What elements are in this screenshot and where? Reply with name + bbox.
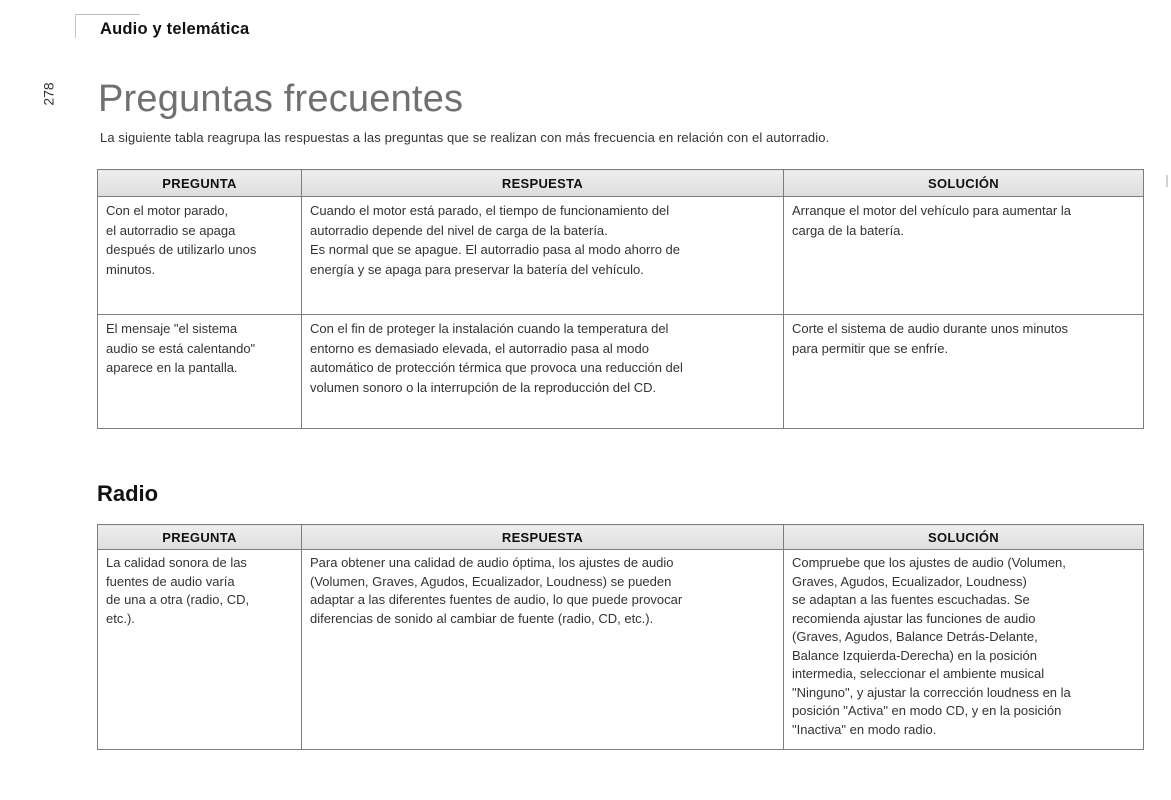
cell-pregunta: El mensaje "el sistema audio se está calentando" aparece en la pantalla. — [98, 315, 302, 429]
header-pregunta: PREGUNTA — [98, 170, 302, 197]
table-row — [98, 315, 1144, 429]
header-respuesta: RESPUESTA — [302, 525, 784, 550]
radio-section-title: Radio — [97, 481, 159, 506]
faq-table-general — [97, 169, 1144, 429]
cell-respuesta: Con el fin de proteger la instalación cuando la temperatura del entorno es demasiado elevada, el autorradio pasa al modo automático de protección térmica que provoca una reducción del volumen sonoro o la interrupción de la reproducción del CD. — [302, 315, 784, 429]
intro-text: La siguiente tabla reagrupa las respuestas a las preguntas que se realizan con más frecuencia en relación con el autorradio. — [100, 130, 830, 145]
table-header-row — [98, 525, 1144, 550]
page-number-text: 278 — [41, 82, 58, 106]
header-pregunta: PREGUNTA — [98, 525, 302, 550]
header-solucion: SOLUCIÓN — [784, 170, 1144, 197]
table-header-row — [98, 170, 1144, 197]
cell-solucion: Compruebe que los ajustes de audio (Volumen, Graves, Agudos, Ecualizador, Loudness) se adaptan a las fuentes escuchadas. Se recomienda ajustar las funciones de audio (Graves, Agudos, Balance Detrás-Delante, Balance Izquierda-Derecha) en la posición intermedia, seleccionar el ambiente musical "Ninguno", y ajustar la corrección loudness en la posición "Activa" en modo CD, y en la posición "Inactiva" en modo radio. — [784, 550, 1144, 750]
page-number — [38, 80, 60, 108]
cell-solucion: Arranque el motor del vehículo para aumentar la carga de la batería. — [784, 197, 1144, 315]
faq-table-radio — [97, 524, 1144, 750]
cell-solucion: Corte el sistema de audio durante unos minutos para permitir que se enfríe. — [784, 315, 1144, 429]
cell-pregunta: Con el motor parado, el autorradio se apaga después de utilizarlo unos minutos. — [98, 197, 302, 315]
cell-respuesta: Cuando el motor está parado, el tiempo de funcionamiento del autorradio depende del nivel de carga de la batería. Es normal que se apague. El autorradio pasa al modo ahorro de energía y se apaga para preservar la batería del vehículo. — [302, 197, 784, 315]
cell-respuesta: Para obtener una calidad de audio óptima, los ajustes de audio (Volumen, Graves, Agudos, Ecualizador, Loudness) se pueden adaptar a las diferentes fuentes de audio, lo que puede provocar diferencias de sonido al cambiar de fuente (radio, CD, etc.). — [302, 550, 784, 750]
table-row — [98, 550, 1144, 750]
section-header: Audio y telemática — [100, 20, 250, 38]
header-respuesta: RESPUESTA — [302, 170, 784, 197]
page-title: Preguntas frecuentes — [98, 78, 464, 120]
header-solucion: SOLUCIÓN — [784, 525, 1144, 550]
header-side-rule — [75, 14, 76, 38]
cell-pregunta: La calidad sonora de las fuentes de audio varía de una a otra (radio, CD, etc.). — [98, 550, 302, 750]
table-row — [98, 197, 1144, 315]
header-rule — [75, 14, 140, 15]
edge-mark — [1166, 175, 1168, 187]
